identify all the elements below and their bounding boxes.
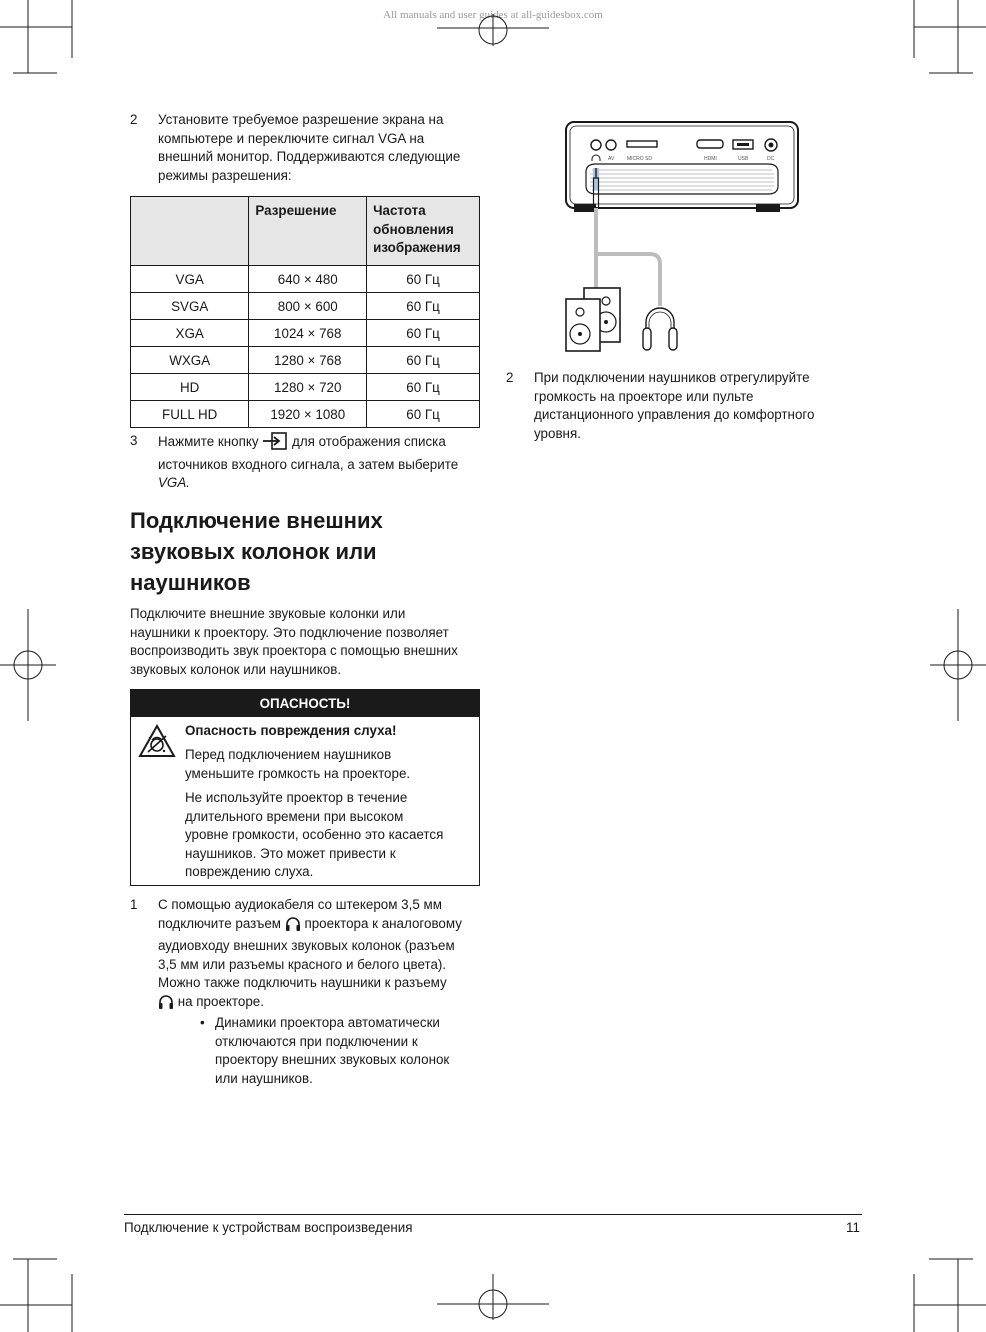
- text-line: Динамики проектора автоматически: [215, 1015, 440, 1030]
- header-line: Частота: [373, 203, 426, 218]
- table-header-refresh-rate: [367, 197, 480, 266]
- hearing-warning-icon: [138, 724, 176, 763]
- table-cell: 60 Гц: [367, 374, 480, 401]
- table-row: [131, 347, 480, 374]
- text-fragment: Нажмите кнопку: [158, 434, 259, 449]
- text-fragment: для отображения списка: [292, 434, 446, 449]
- section-heading: [130, 505, 383, 598]
- table-header-row: [131, 197, 480, 266]
- resolution-table: [130, 196, 480, 428]
- header-line: обновления: [373, 221, 454, 237]
- text-line: VGA.: [158, 475, 190, 491]
- text-line: или наушников.: [215, 1070, 313, 1086]
- text-line: уровня.: [534, 425, 581, 441]
- text-line: режимы разрешения:: [158, 167, 292, 183]
- section-intro: [130, 605, 458, 679]
- step-number: 2: [506, 370, 514, 385]
- header-line: изображения: [373, 240, 461, 256]
- text-line: источников входного сигнала, а затем выберите: [158, 456, 459, 472]
- bullet: •: [200, 1015, 205, 1030]
- text-fragment: на проекторе.: [177, 993, 264, 1009]
- headphones-illustration: [643, 308, 677, 350]
- table-cell: 640 × 480: [249, 266, 367, 293]
- text-line: Можно также подключить наушники к разъему: [158, 975, 447, 991]
- danger-para-1: [185, 746, 410, 783]
- text-line: дистанционного управления до комфортного: [534, 407, 815, 423]
- text-line: громкость на проекторе или пульте: [534, 388, 754, 404]
- projector-illustration: [566, 122, 798, 212]
- danger-label: ОПАСНОСТЬ!: [131, 690, 479, 717]
- text-line: При подключении наушников отрегулируйте: [534, 370, 810, 385]
- page-number: 11: [846, 1220, 860, 1235]
- table-cell: 800 × 600: [249, 293, 367, 320]
- text-fragment: подключите разъем: [158, 915, 282, 931]
- table-cell: HD: [131, 374, 249, 401]
- heading-line: звуковых колонок или: [130, 539, 377, 564]
- text-line: компьютере и переключите сигнал VGA на: [158, 130, 425, 146]
- table-cell: XGA: [131, 320, 249, 347]
- text-line: Не используйте проектор в течение: [185, 790, 408, 805]
- heading-line: Подключение внешних: [130, 508, 383, 533]
- step-number: 3: [130, 433, 138, 448]
- text-line: 3,5 мм или разъемы красного и белого цвета).: [158, 956, 447, 972]
- text-line: повреждению слуха.: [185, 864, 314, 880]
- table-cell: 1280 × 768: [249, 347, 367, 374]
- table-row: [131, 401, 480, 428]
- table-cell: 60 Гц: [367, 320, 480, 347]
- table-row: [131, 320, 480, 347]
- table-cell: VGA: [131, 266, 249, 293]
- table-cell: 60 Гц: [367, 401, 480, 428]
- step-1-text: [158, 896, 462, 1016]
- table-header-resolution: Разрешение: [249, 197, 367, 266]
- text-line: наушники к проектору. Это подключение позволяет: [130, 624, 449, 640]
- text-fragment: проектора к аналоговому: [304, 915, 462, 931]
- text-line: отключаются при подключении к: [215, 1033, 418, 1049]
- table-cell: 1280 × 720: [249, 374, 367, 401]
- step-2-text: [158, 111, 460, 185]
- text-line: аудиовходу внешних звуковых колонок (разъем: [158, 938, 455, 954]
- step-number: 2: [130, 112, 138, 127]
- watermark: All manuals and user guides at all-guidesbox.com: [383, 9, 603, 21]
- port-label-av: AV: [608, 156, 615, 162]
- danger-para-2: [185, 789, 443, 882]
- text-line: Подключите внешние звуковые колонки или: [130, 606, 406, 621]
- table-row: [131, 374, 480, 401]
- table-cell: 1920 × 1080: [249, 401, 367, 428]
- port-label-micro-sd: MICRO SD: [627, 156, 652, 162]
- text-line: звуковых колонок или наушников.: [130, 661, 342, 677]
- text-line: проектору внешних звуковых колонок: [215, 1052, 450, 1068]
- danger-title: Опасность повреждения слуха!: [185, 723, 397, 738]
- text-line: внешний монитор. Поддерживаются следующие: [158, 149, 461, 165]
- port-label-hdmi: HDMI: [704, 156, 717, 162]
- port-label-usb: USB: [738, 156, 749, 162]
- table-cell: FULL HD: [131, 401, 249, 428]
- text-line: Перед подключением наушников: [185, 747, 392, 762]
- text-line: Установите требуемое разрешение экрана на: [158, 112, 444, 127]
- footer-divider: [124, 1214, 862, 1215]
- table-cell: 60 Гц: [367, 347, 480, 374]
- table-row: [131, 266, 480, 293]
- table-cell: 60 Гц: [367, 266, 480, 293]
- headphone-jack-icon: [285, 916, 301, 938]
- speakers-illustration: [566, 288, 620, 351]
- text-line: уменьшите громкость на проекторе.: [185, 765, 411, 781]
- table-cell: SVGA: [131, 293, 249, 320]
- bullet-text: [215, 1014, 449, 1088]
- heading-line: наушников: [130, 570, 251, 595]
- text-line: наушников. Это может привести к: [185, 845, 396, 861]
- table-cell: 1024 × 768: [249, 320, 367, 347]
- table-cell: 60 Гц: [367, 293, 480, 320]
- step-3-text: [158, 432, 458, 493]
- step-number: 1: [130, 897, 138, 912]
- danger-box: [130, 689, 480, 886]
- step-2-right-text: [534, 369, 814, 443]
- footer-section-title: Подключение к устройствам воспроизведения: [124, 1220, 413, 1235]
- text-line: уровне громкости, особенно это касается: [185, 827, 444, 843]
- table-cell: WXGA: [131, 347, 249, 374]
- audio-connection-diagram: [556, 116, 806, 358]
- table-header-empty: [131, 197, 249, 266]
- text-line: воспроизводить звук проектора с помощью внешних: [130, 643, 458, 659]
- text-line: С помощью аудиокабеля со штекером 3,5 мм: [158, 897, 442, 912]
- source-input-icon: [262, 432, 288, 456]
- text-line: длительного времени при высоком: [185, 808, 404, 824]
- port-label-dc: DC: [767, 156, 775, 162]
- table-row: [131, 293, 480, 320]
- headphone-jack-icon: [158, 994, 174, 1016]
